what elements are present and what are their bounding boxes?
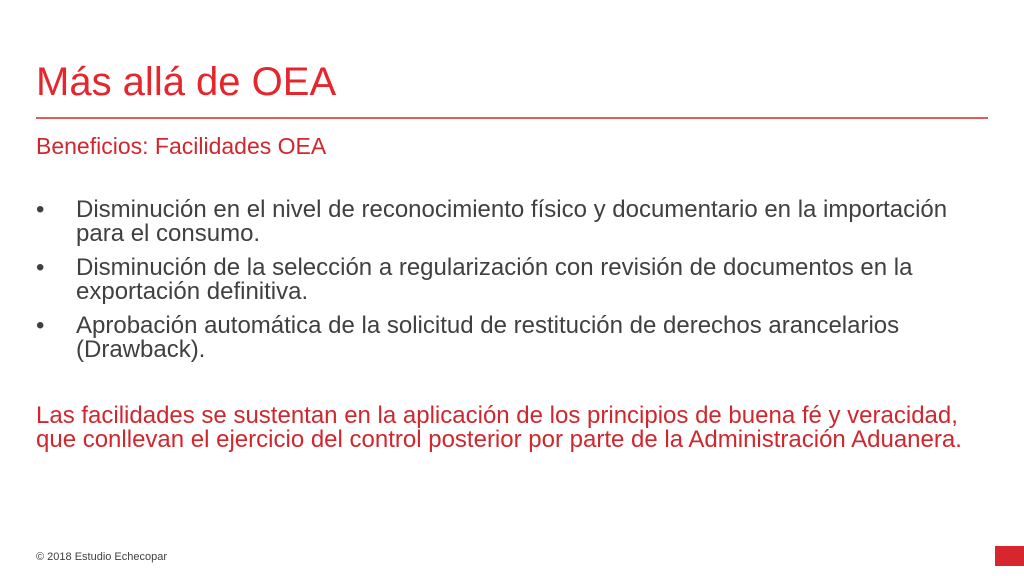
bullet-item xyxy=(36,256,976,304)
bullet-dot-icon: • xyxy=(36,312,45,339)
slide-subtitle: Beneficios: Facilidades OEA xyxy=(36,133,327,159)
bullet-text: Aprobación automática de la solicitud de restitución de derechos arancelarios (Drawback). xyxy=(76,312,900,363)
corner-accent-block xyxy=(995,546,1024,566)
closing-paragraph: Las facilidades se sustentan en la aplicación de los principios de buena fé y veracidad, que conllevan el ejercicio del control posterior por parte de la Administración Aduanera. xyxy=(36,402,962,453)
bullet-dot-icon: • xyxy=(36,196,45,223)
copyright-footer: © 2018 Estudio Echecopar xyxy=(36,551,168,563)
bullet-list xyxy=(36,198,976,372)
bullet-item xyxy=(36,198,976,246)
title-divider xyxy=(36,117,988,119)
bullet-text: Disminución en el nivel de reconocimiento físico y documentario en la importación para el consumo. xyxy=(76,196,948,247)
bullet-dot-icon: • xyxy=(36,254,45,281)
bullet-text: Disminución de la selección a regularización con revisión de documentos en la exportación definitiva. xyxy=(76,254,913,305)
slide-title: Más allá de OEA xyxy=(36,60,337,104)
bullet-item xyxy=(36,314,976,362)
